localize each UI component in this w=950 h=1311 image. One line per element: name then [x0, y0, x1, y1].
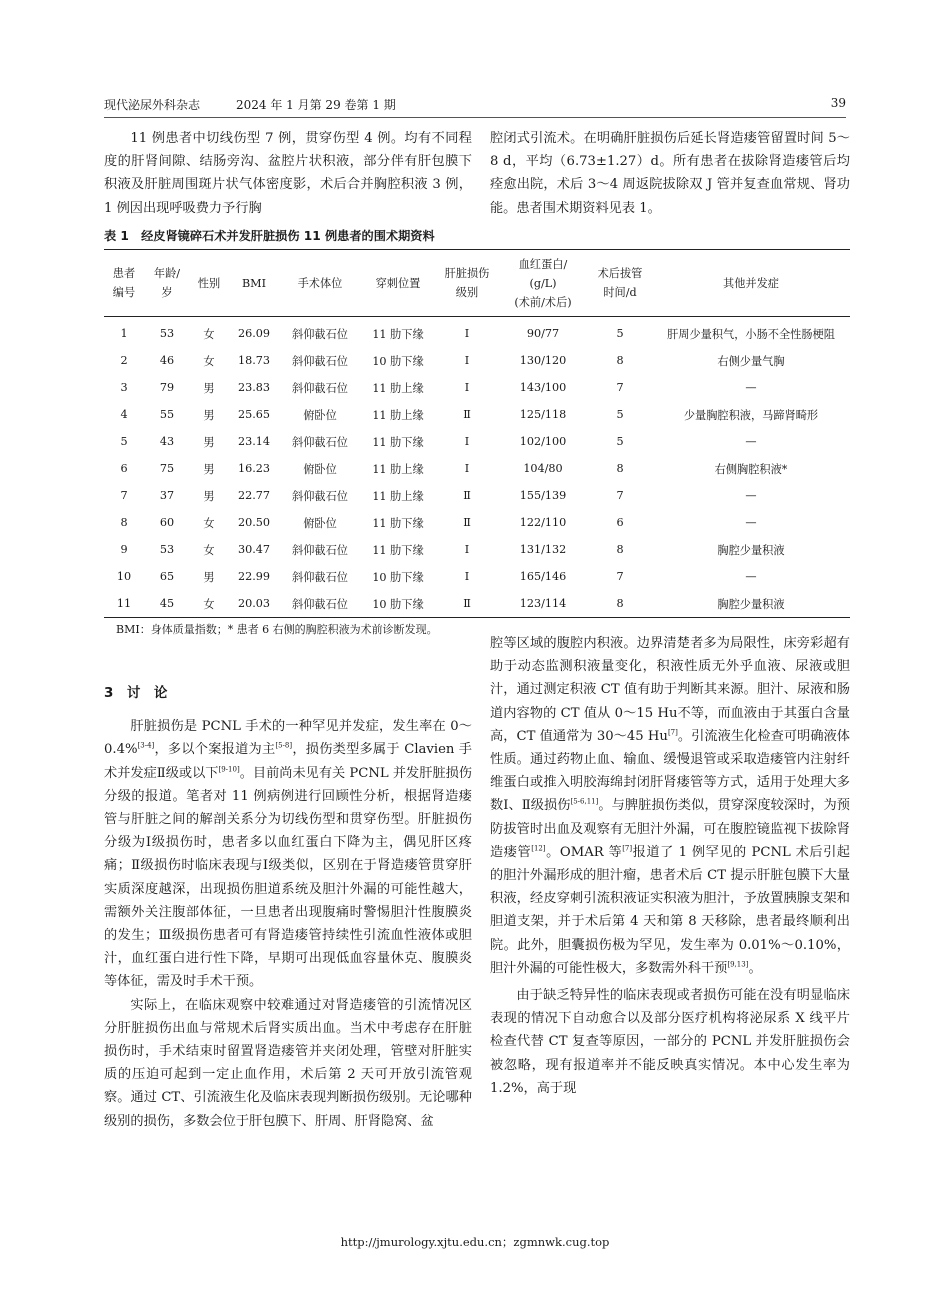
table-cell: 女 [203, 516, 215, 530]
table-cell: 11 肋上缘 [372, 489, 424, 503]
table-cell: 女 [203, 597, 215, 611]
column-header [228, 250, 280, 317]
table-cell: 斜仰截石位 [292, 597, 348, 611]
table-cell: 90/77 [526, 327, 560, 340]
table-row [104, 428, 850, 455]
table-cell: 斜仰截石位 [292, 381, 348, 395]
table-cell: Ⅱ [463, 597, 471, 610]
column-header-line: 术后拔管 [597, 267, 643, 280]
table-cell: 胸腔少量积液 [717, 543, 785, 557]
page-number: 39 [830, 96, 846, 110]
table-cell: 斜仰截石位 [292, 543, 348, 557]
table-cell: 11 肋下缘 [372, 516, 424, 530]
table-head [104, 250, 850, 317]
table-cell: 43 [159, 435, 175, 448]
table-cell: 9 [120, 543, 128, 556]
table-cell: 男 [203, 408, 215, 422]
table-cell: 女 [203, 543, 215, 557]
table-cell: 2 [120, 354, 128, 367]
table-cell: 45 [159, 597, 175, 610]
column-header-line: 穿刺位置 [375, 276, 421, 290]
table-body [104, 317, 850, 618]
table-cell: 4 [120, 408, 128, 421]
table-cell: 7 [616, 381, 624, 394]
table-cell: 22.77 [237, 489, 271, 502]
table-cell: 1 [120, 327, 128, 340]
table-cell: 8 [616, 597, 624, 610]
table-cell: 10 肋下缘 [372, 354, 424, 368]
running-header [104, 96, 846, 116]
discussion-paragraph-continued: 腔等区域的腹腔内积液。边界清楚者多为局限性，床旁彩超有助于动态监测积液量变化，积液性质无外乎血液、尿液或胆汁，通过测定积液 CT 值有助于判断其来源。胆汁、尿液和肠道内容物的 CT 值从 0～15 Hu不等，而血液由于其蛋白含量高，CT 值通常为 30～45 Hu[7]。引流液生化检查可明确液体性质。通过药物止血、输血、缓慢退管或采取造瘘管内注射纤维蛋白或推入明胶海绵封闭肝肾瘘管等方式，适用于处理大多数Ⅰ、Ⅱ级损伤[5-6,11]。与脾脏损伤类似，贯穿深度较深时，为预防拔管时出血及观察有无胆汁外漏，可在腹腔镜监视下拔除肾造瘘管[12]。OMAR 等[7]报道了 1 例罕见的 PCNL 术后引起的胆汁外漏形成的胆汁瘤，患者术后 CT 提示肝脏包膜下大量积液，经皮穿刺引流积液证实积液为胆汁，予放置胰腺支架和胆道支架，并于术后第 4 天和第 8 天移除，患者最终顺利出院。此外，胆囊损伤极为罕见，发生率为 0.01%～0.10%，胆汁外漏的可能性极大，多数需外科干预[9,13]。 [490, 636, 850, 976]
table-cell: 30.47 [237, 543, 271, 556]
column-header-line: 编号 [112, 286, 136, 299]
table-cell: Ⅰ [464, 354, 470, 367]
table-cell: 23.83 [237, 381, 271, 394]
table-cell: 53 [159, 327, 175, 340]
column-header [104, 250, 144, 317]
table-cell: 25.65 [237, 408, 271, 421]
table-cell: 7 [616, 570, 624, 583]
table-cell: 23.14 [237, 435, 271, 448]
table-cell: 46 [159, 354, 175, 367]
issue-info: 2024 年 1 月第 29 卷第 1 期 [236, 98, 396, 112]
table-row [104, 509, 850, 536]
table-cell: 斜仰截石位 [292, 435, 348, 449]
table-cell: 男 [203, 462, 215, 476]
table-cell: 8 [616, 354, 624, 367]
table-cell: 俯卧位 [303, 462, 337, 476]
table-cell: — [745, 489, 757, 502]
table-cell: 右侧胸腔积液* [714, 462, 788, 476]
table-row [104, 590, 850, 618]
column-header-line: 年龄/ [153, 267, 181, 280]
table-cell: — [745, 570, 757, 583]
table-cell: 8 [616, 462, 624, 475]
table-cell: 8 [616, 543, 624, 556]
table-row [104, 401, 850, 428]
column-header-line: 其他并发症 [723, 276, 779, 290]
table-cell: Ⅱ [463, 516, 471, 529]
perioperative-table [104, 249, 850, 618]
table-cell: 55 [159, 408, 175, 421]
table-cell: 6 [120, 462, 128, 475]
column-header-line: 时间/d [603, 286, 637, 299]
table-cell: 122/110 [519, 516, 567, 529]
table-cell: Ⅱ [463, 489, 471, 502]
discussion-right-column [490, 632, 850, 1100]
table-cell: 130/120 [519, 354, 567, 367]
table-cell: 123/114 [519, 597, 567, 610]
table-cell: 11 肋上缘 [372, 381, 424, 395]
table-cell: 102/100 [519, 435, 567, 448]
table-row [104, 536, 850, 563]
table-cell: 斜仰截石位 [292, 570, 348, 584]
intro-left-column [104, 127, 472, 220]
table-cell: 斜仰截石位 [292, 327, 348, 341]
table-cell: 女 [203, 327, 215, 341]
table-cell: 37 [159, 489, 175, 502]
column-header-line: 患者 [112, 267, 136, 280]
intro-paragraph: 11 例患者中切线伤型 7 例，贯穿伤型 4 例。均有不同程度的肝肾间隙、结肠旁沟、盆腔片状积液，部分伴有肝包膜下积液及肝脏周围斑片状气体密度影，术后合并胸腔积液 3 例，1 例因出现呼吸费力予行胸 [104, 131, 472, 216]
table-cell: 斜仰截石位 [292, 354, 348, 368]
table-cell: 5 [616, 408, 624, 421]
table-cell: 53 [159, 543, 175, 556]
table-note: BMI：身体质量指数；* 患者 6 右侧的胸腔积液为术前诊断发现。 [116, 623, 438, 636]
column-header [190, 250, 228, 317]
discussion-paragraph: 肝脏损伤是 PCNL 手术的一种罕见并发症，发生率在 0～0.4%[3-4]，多以个案报道为主[5-8]，损伤类型多属于 Clavien 手术并发症Ⅱ级或以下[9-10]。目前尚未见有关 PCNL 并发肝脏损伤分级的报道。笔者对 11 例病例进行回顾性分析，根据肾造瘘管与肝脏之间的解剖关系分为切线伤型和贯穿伤型。肝脏损伤分级为Ⅰ级损伤时，患者多以血红蛋白下降为主，偶见肝区疼痛；Ⅱ级损伤时临床表现与Ⅰ级类似，区别在于肾造瘘管贯穿肝实质深度越深，出现损伤胆道系统及胆汁外漏的可能性越大，需额外关注腹部体征，一旦患者出现腹痛时警惕胆汁性腹膜炎的发生；Ⅲ级损伤患者可有肾造瘘管持续性引流血性液体或胆汁，血红蛋白进行性下降，早期可出现低血容量休克、腹膜炎等体征，需及时手术干预。 [104, 719, 472, 990]
table-cell: 16.23 [237, 462, 271, 475]
table-cell: 5 [120, 435, 128, 448]
table-cell: 165/146 [519, 570, 567, 583]
table-cell: 右侧少量气胸 [717, 354, 785, 368]
table-cell: 少量胸腔积液，马蹄肾畸形 [683, 408, 819, 422]
table-cell: 斜仰截石位 [292, 489, 348, 503]
discussion-paragraph: 实际上，在临床观察中较难通过对肾造瘘管的引流情况区分肝脏损伤出血与常规术后肾实质出血。当术中考虑存在肝脏损伤时，手术结束时留置肾造瘘管并夹闭处理，管壁对肝脏实质的压迫可起到一定止血作用，术后第 2 天可开放引流管观察。通过 CT、引流液生化及临床表现判断损伤级别。无论哪种级别的损伤，多数会位于肝包膜下、肝周、肝肾隐窝、盆 [104, 997, 472, 1129]
footer-urls: http://jmurology.xjtu.edu.cn；zgmnwk.cug.top [340, 1235, 610, 1249]
table-cell: 男 [203, 570, 215, 584]
column-header [144, 250, 190, 317]
table-cell: 10 [116, 570, 132, 583]
table-cell: 11 肋下缘 [372, 327, 424, 341]
table-cell: Ⅰ [464, 462, 470, 475]
table-cell: 11 肋上缘 [372, 462, 424, 476]
table-cell: 男 [203, 435, 215, 449]
table-caption: 表 1 经皮肾镜碎石术并发肝脏损伤 11 例患者的围术期资料 [104, 229, 435, 243]
table-cell: 20.50 [237, 516, 271, 529]
table-cell: 79 [159, 381, 175, 394]
table-cell: 155/139 [519, 489, 567, 502]
column-header-line: 手术体位 [297, 276, 343, 290]
column-header [498, 250, 588, 317]
table-cell: 5 [616, 327, 624, 340]
column-header-line: BMI [241, 276, 267, 290]
table-cell: 3 [120, 381, 128, 394]
header-rule [104, 117, 846, 118]
table-cell: 肝周少量积气，小肠不全性肠梗阻 [667, 327, 835, 341]
column-header-line: 血红蛋白/ [518, 257, 568, 271]
column-header-line: 肝脏损伤 [444, 267, 490, 280]
column-header [360, 250, 436, 317]
table-cell: 125/118 [519, 408, 567, 421]
table-row [104, 455, 850, 482]
column-header [588, 250, 652, 317]
table-cell: Ⅱ [463, 408, 471, 421]
column-header-line: 岁 [161, 286, 173, 299]
table-cell: 18.73 [237, 354, 271, 367]
table-cell: 11 肋上缘 [372, 408, 424, 422]
table-cell: Ⅰ [464, 543, 470, 556]
table-cell: 20.03 [237, 597, 271, 610]
table-row [104, 347, 850, 374]
table-cell: 131/132 [519, 543, 567, 556]
table-cell: 60 [159, 516, 175, 529]
table-row [104, 317, 850, 348]
table-cell: 11 肋下缘 [372, 435, 424, 449]
journal-name: 现代泌尿外科杂志 [104, 98, 201, 112]
table-cell: 7 [120, 489, 128, 502]
table-cell: 俯卧位 [303, 408, 337, 422]
column-header [436, 250, 498, 317]
table-cell: Ⅰ [464, 570, 470, 583]
table-row [104, 374, 850, 401]
intro-paragraph-continued: 腔闭式引流术。在明确肝脏损伤后延长肾造瘘管留置时间 5～8 d，平均（6.73±1.27）d。所有患者在拔除肾造瘘管后均痊愈出院，术后 3～4 周返院拔除双 J 管并复查血常规、肾功能。患者围术期资料见表 1。 [490, 131, 850, 216]
table-row [104, 563, 850, 590]
column-header-line: 性别 [197, 276, 221, 290]
table-cell: 女 [203, 354, 215, 368]
column-header-line: (术前/术后) [514, 295, 572, 309]
column-header-line: 级别 [455, 286, 479, 299]
column-header-line: (g/L) [529, 276, 557, 290]
table-cell: 11 [116, 597, 132, 610]
table-cell: Ⅰ [464, 327, 470, 340]
table-cell: 10 肋下缘 [372, 597, 424, 611]
table-cell: 143/100 [519, 381, 567, 394]
table-cell: 65 [159, 570, 175, 583]
table-cell: — [745, 435, 757, 448]
table-cell: 7 [616, 489, 624, 502]
table-cell: Ⅰ [464, 435, 470, 448]
table-cell: 75 [159, 462, 175, 475]
table-cell: 胸腔少量积液 [717, 597, 785, 611]
table-row [104, 482, 850, 509]
table-cell: 10 肋下缘 [372, 570, 424, 584]
section-title: 3 讨 论 [104, 685, 168, 701]
table-cell: 26.09 [237, 327, 271, 340]
table-cell: 22.99 [237, 570, 271, 583]
column-header [652, 250, 850, 317]
table-cell: 5 [616, 435, 624, 448]
table-cell: 104/80 [523, 462, 563, 475]
table-cell: 男 [203, 381, 215, 395]
table-cell: 8 [120, 516, 128, 529]
table-cell: 6 [616, 516, 624, 529]
discussion-left-column [104, 682, 472, 1133]
table-cell: — [745, 516, 757, 529]
table-cell: 11 肋下缘 [372, 543, 424, 557]
table-cell: — [745, 381, 757, 394]
column-header [280, 250, 360, 317]
discussion-paragraph: 由于缺乏特异性的临床表现或者损伤可能在没有明显临床表现的情况下自动愈合以及部分医疗机构将泌尿系 X 线平片检查代替 CT 复查等原因，一部分的 PCNL 并发肝脏损伤会被忽略，现有报道率并不能反映真实情况。本中心发生率为 1.2%，高于现 [490, 988, 850, 1096]
table-cell: 俯卧位 [303, 516, 337, 530]
table-cell: Ⅰ [464, 381, 470, 394]
table-cell: 男 [203, 489, 215, 503]
intro-right-column [490, 127, 850, 220]
